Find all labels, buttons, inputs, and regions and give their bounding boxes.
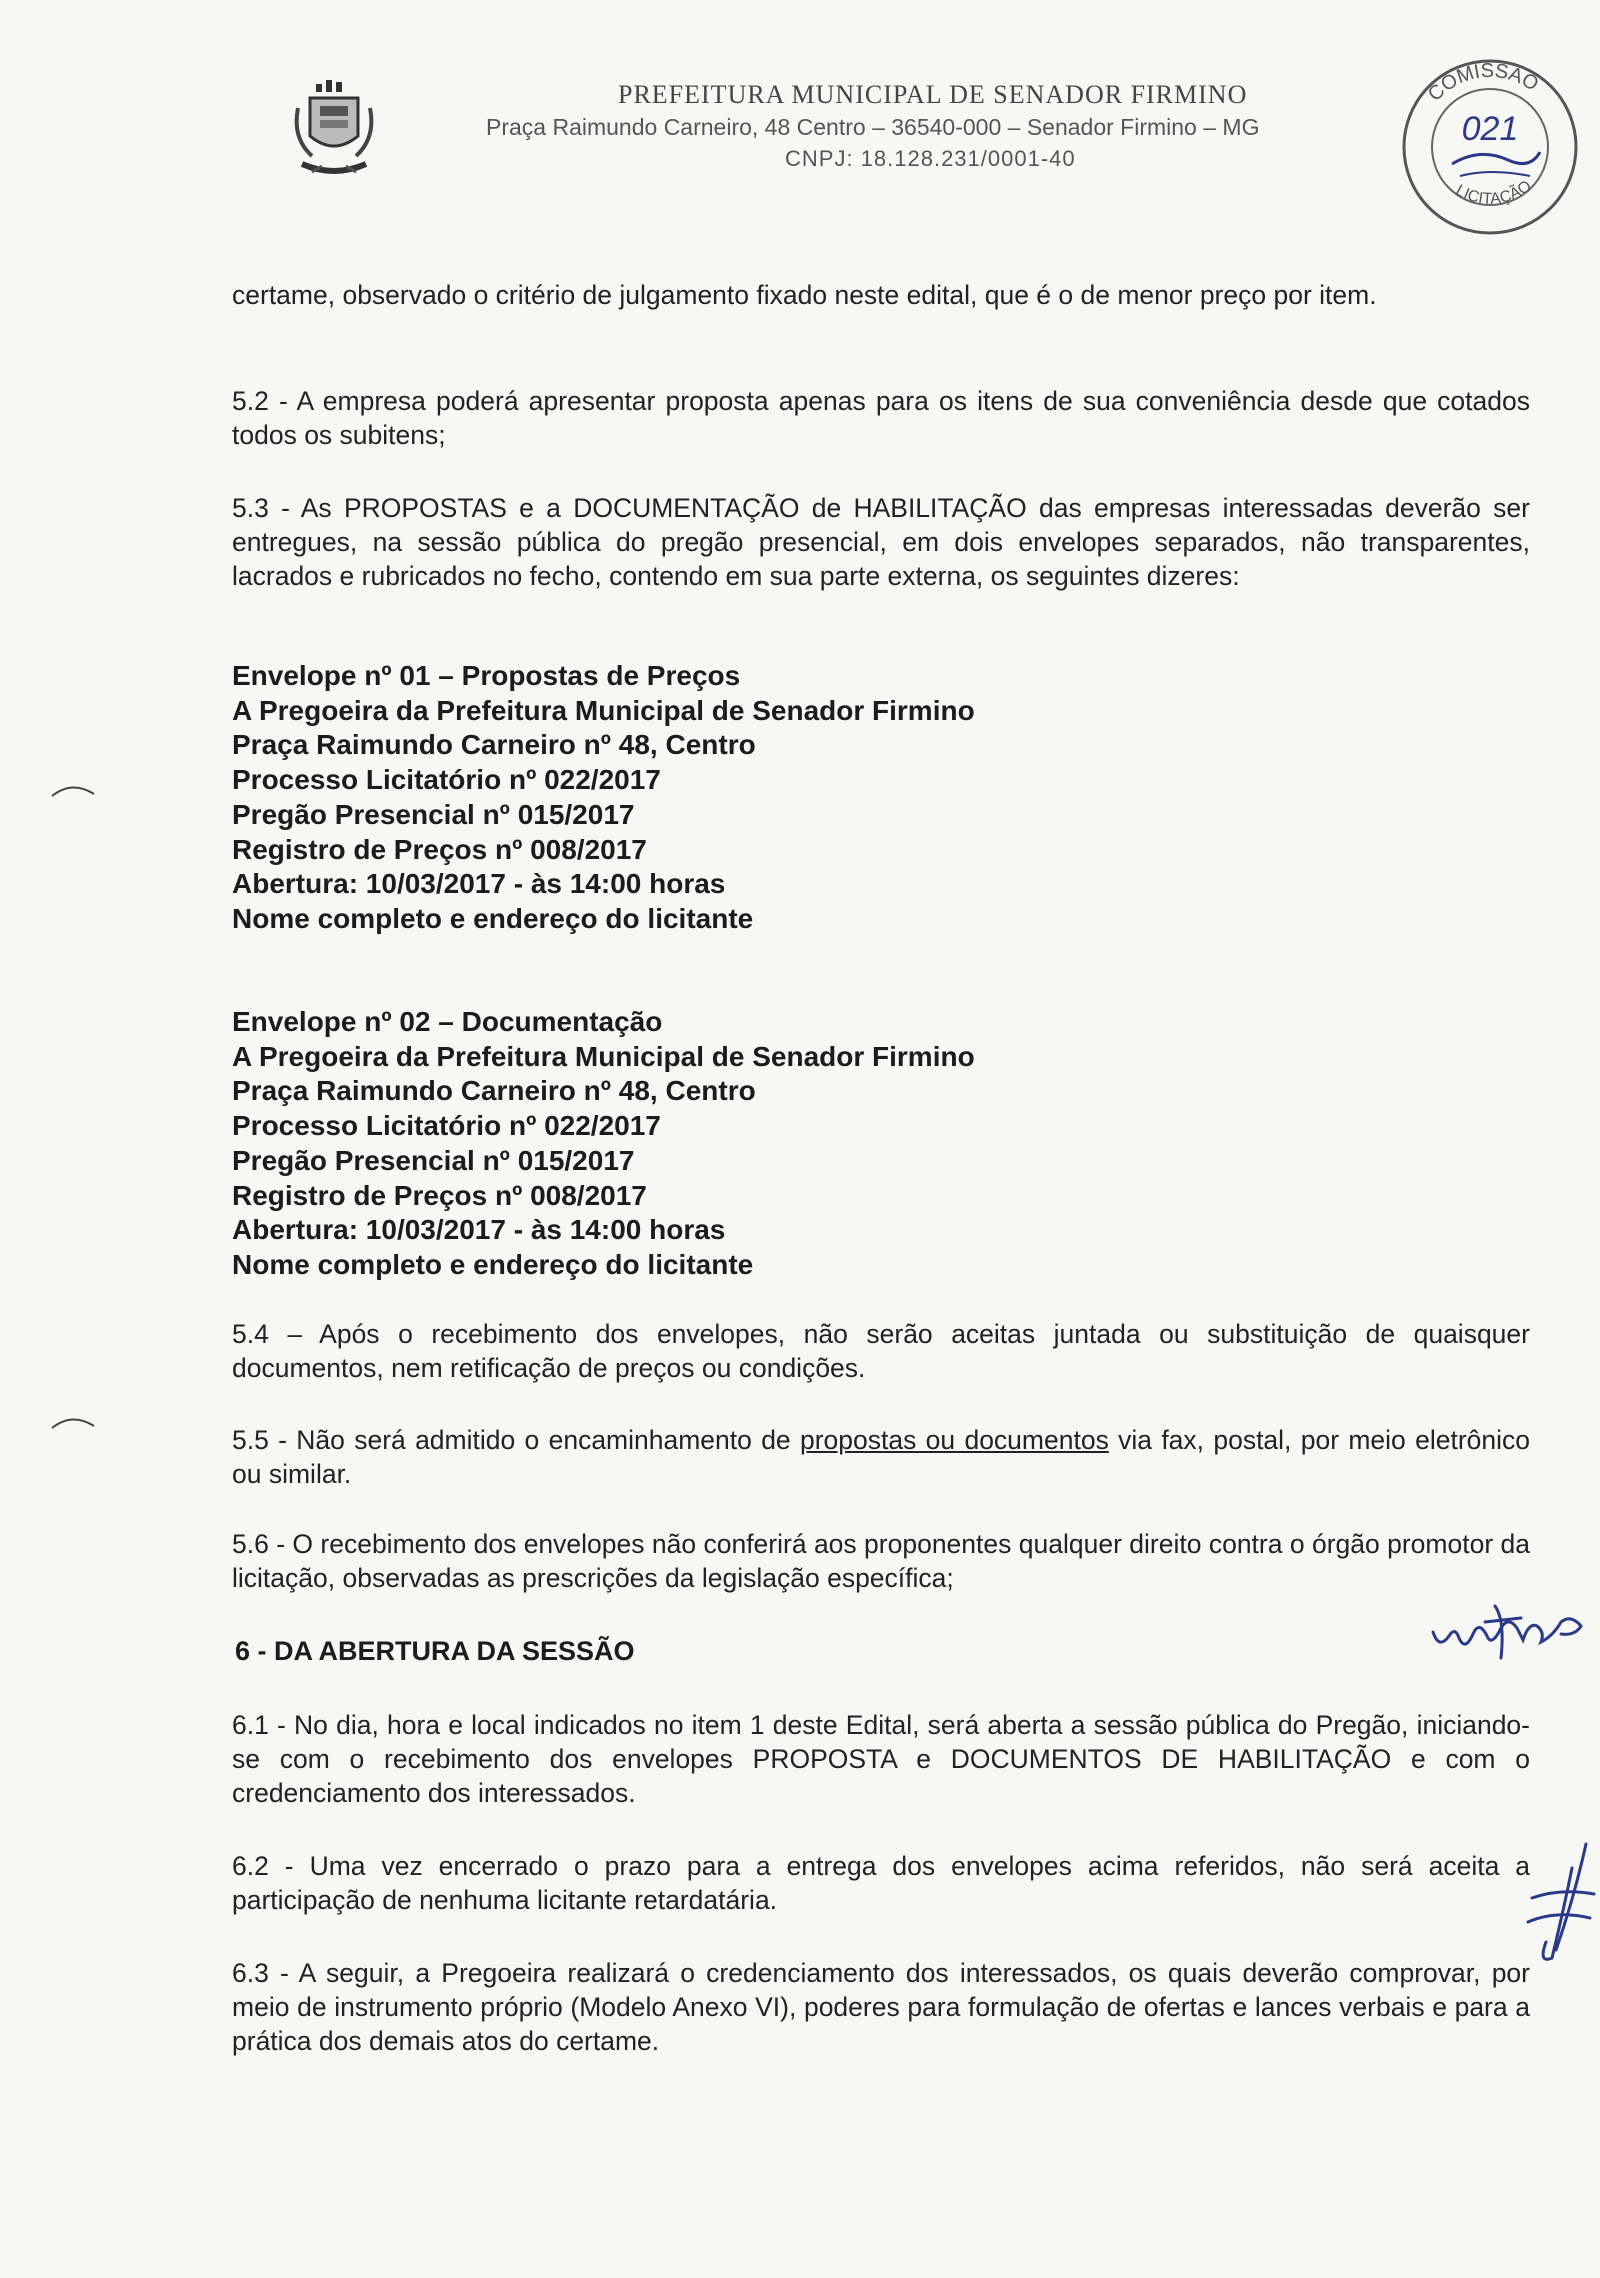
paragraph-intro: certame, observado o critério de julgamento fixado neste edital, que é o de menor preço por item. (232, 280, 1377, 310)
envelope-01-line: Pregão Presencial nº 015/2017 (232, 798, 635, 830)
envelope-01-block (232, 659, 1432, 937)
envelope-02-line: Registro de Preços nº 008/2017 (232, 1179, 647, 1211)
stamp-bottom-text: LICITAÇÃO (1452, 177, 1535, 208)
envelope-02-line: Pregão Presencial nº 015/2017 (232, 1144, 635, 1176)
initials-signature-icon (1516, 1838, 1600, 1968)
paragraph-5-6: 5.6 - O recebimento dos envelopes não conferirá aos proponentes qualquer direito contra o órgão promotor da licitação, observadas as prescrições da legislação específica; (232, 1529, 1530, 1593)
envelope-02-block (232, 1005, 1432, 1283)
paragraph-5-3: 5.3 - As PROPOSTAS e a DOCUMENTAÇÃO de HABILITAÇÃO das empresas interessadas deverão ser entregues, na sessão pública do pregão presencial, em dois envelopes separados, não transparentes, lacrados e rubricados no fecho, contendo em sua parte externa, os seguintes dizeres: (232, 493, 1530, 591)
envelope-01-line: Processo Licitatório nº 022/2017 (232, 764, 661, 796)
paragraph-6-2: 6.2 - Uma vez encerrado o prazo para a entrega dos envelopes acima referidos, não será aceita a participação de nenhuma licitante retardatária. (232, 1851, 1530, 1915)
stamp-top-text: COMISSÃO (1423, 59, 1543, 106)
margin-mark-icon (48, 1412, 98, 1432)
margin-mark-icon (48, 780, 98, 800)
paragraph-5-4: 5.4 – Após o recebimento dos envelopes, não serão aceitas juntada ou substituição de quaisquer documentos, nem retificação de preços ou condições. (232, 1319, 1530, 1383)
commission-stamp (1390, 52, 1590, 242)
envelope-01-line: Registro de Preços nº 008/2017 (232, 833, 647, 865)
envelope-02-line: A Pregoeira da Prefeitura Municipal de Senador Firmino (232, 1040, 975, 1072)
paragraph-5-5-underlined: propostas ou documentos (799, 1425, 1109, 1455)
paragraph-5-5-end: via fax, postal, por meio eletrônico ou similar. (232, 1425, 1530, 1489)
handwritten-signature-icon (1425, 1592, 1595, 1662)
paragraph-5-2: 5.2 - A empresa poderá apresentar proposta apenas para os itens de sua conveniência desde que cotados todos os subitens; (232, 386, 1530, 450)
envelope-01-line: A Pregoeira da Prefeitura Municipal de Senador Firmino (232, 694, 975, 726)
paragraph-6-3: 6.3 - A seguir, a Pregoeira realizará o credenciamento dos interessados, os quais deverão comprovar, por meio de instrumento próprio (Modelo Anexo VI), poderes para formulação de ofertas e lances verbais e para a prática dos demais atos do certame. (232, 1958, 1530, 2056)
stamp-number: 021 (1461, 110, 1519, 148)
envelope-01-line: Praça Raimundo Carneiro nº 48, Centro (232, 729, 756, 761)
envelope-02-line: Nome completo e endereço do licitante (232, 1248, 754, 1280)
envelope-01-line: Envelope nº 01 – Propostas de Preços (232, 660, 741, 691)
envelope-02-line: Envelope nº 02 – Documentação (232, 1006, 663, 1037)
header-cnpj: CNPJ: 18.128.231/0001-40 (785, 146, 1076, 171)
paragraph-5-5-start: 5.5 - Não será admitido o encaminhamento de (232, 1425, 800, 1455)
header-address: Praça Raimundo Carneiro, 48 Centro – 36540-000 – Senador Firmino – MG (486, 114, 1260, 140)
envelope-01-line: Nome completo e endereço do licitante (232, 902, 754, 934)
section-6-heading: 6 - DA ABERTURA DA SESSÃO (235, 1636, 635, 1666)
municipal-crest-icon (292, 78, 376, 188)
paragraph-5-5 (232, 1423, 1530, 1491)
envelope-01-line: Abertura: 10/03/2017 - às 14:00 horas (232, 868, 726, 900)
envelope-02-line: Processo Licitatório nº 022/2017 (232, 1110, 661, 1142)
header-title: PREFEITURA MUNICIPAL DE SENADOR FIRMINO (618, 80, 1248, 109)
envelope-02-line: Abertura: 10/03/2017 - às 14:00 horas (232, 1214, 726, 1246)
envelope-02-line: Praça Raimundo Carneiro nº 48, Centro (232, 1075, 756, 1107)
svg-text:LICITAÇÃO (1453, 178, 1535, 208)
paragraph-6-1: 6.1 - No dia, hora e local indicados no item 1 deste Edital, será aberta a sessão pública do Pregão, iniciando-se com o recebimento dos envelopes PROPOSTA e DOCUMENTOS DE HABILITAÇÃO e com o credenciamento dos interessados. (232, 1710, 1530, 1808)
